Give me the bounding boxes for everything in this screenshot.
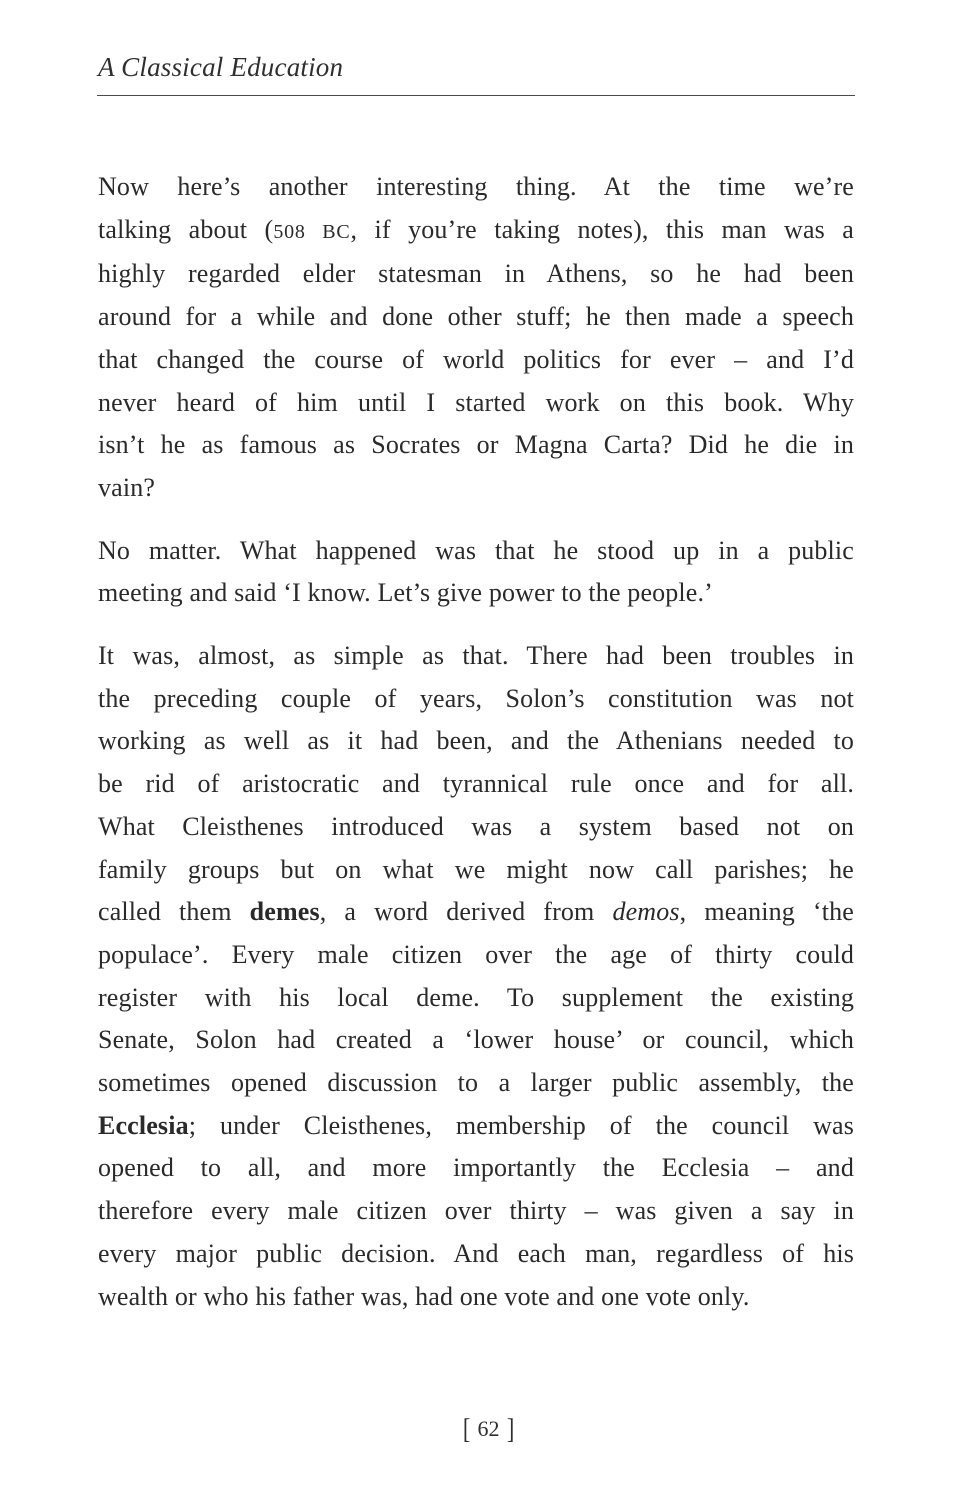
header-rule: [97, 95, 855, 96]
text-line: [98, 382, 854, 425]
text-run: be rid of aristocratic and tyrannical rule once and for all.: [98, 769, 854, 799]
paragraph: [98, 530, 854, 615]
page-number: 62: [477, 1416, 500, 1441]
text-run: , a word derived from: [319, 897, 613, 927]
text-run: working as well as it had been, and the Athenians needed to: [98, 726, 854, 756]
text-line: [98, 720, 854, 763]
text-line: [98, 296, 854, 339]
text-line: [98, 1019, 854, 1062]
text-run: every major public decision. And each man, regardless of his: [98, 1238, 854, 1268]
text-run: meeting and said ‘I know. Let’s give power to the people.’: [98, 578, 713, 608]
running-header: A Classical Education: [98, 52, 344, 82]
paragraph: [98, 635, 854, 1318]
text-run: No matter. What happened was that he stood up in a public: [98, 535, 854, 565]
text-line: [98, 891, 854, 934]
page-number-footer: [0, 1414, 977, 1446]
bold-term: Ecclesia: [98, 1110, 189, 1140]
text-run: isn’t he as famous as Socrates or Magna Carta? Did he die in: [98, 430, 854, 460]
text-run: register with his local deme. To supplement the existing: [98, 982, 854, 1012]
text-run: talking about (: [98, 214, 274, 244]
small-caps-date: 508 BC: [273, 220, 351, 243]
text-line: [98, 1147, 854, 1190]
text-run: Now here’s another interesting thing. At the time we’re: [98, 172, 854, 201]
text-line: [98, 1276, 854, 1319]
text-run: , meaning ‘the: [679, 897, 854, 927]
italic-term: demos: [612, 897, 680, 927]
text-line: [98, 806, 854, 849]
text-run: that changed the course of world politics for ever – and I’d: [98, 344, 854, 374]
text-run: wealth or who his father was, had one vote and one vote only.: [98, 1281, 750, 1311]
text-line: [98, 934, 854, 977]
text-line: [98, 467, 854, 510]
text-run: never heard of him until I started work on this book. Why: [98, 387, 854, 417]
bold-term: demes: [249, 897, 320, 927]
folio-bracket-right: ]: [506, 1414, 514, 1445]
text-run: Senate, Solon had created a ‘lower house’ or council, which: [98, 1025, 854, 1055]
text-run: populace’. Every male citizen over the age of thirty could: [98, 939, 854, 969]
text-line: [98, 530, 854, 573]
text-run: opened to all, and more importantly the Ecclesia – and: [98, 1153, 854, 1183]
text-line: [98, 1062, 854, 1105]
text-line: [98, 572, 854, 615]
paragraph: [98, 166, 854, 510]
text-run: sometimes opened discussion to a larger public assembly, the: [98, 1068, 854, 1098]
body-text: [98, 166, 854, 1338]
text-line: [98, 849, 854, 892]
text-line: [98, 424, 854, 467]
text-run: It was, almost, as simple as that. There had been troubles in: [98, 641, 854, 671]
text-line: [98, 1105, 854, 1148]
text-run: family groups but on what we might now call parishes; he: [98, 854, 854, 884]
text-run: ; under Cleisthenes, membership of the council was: [188, 1110, 854, 1140]
text-run: the preceding couple of years, Solon’s constitution was not: [98, 683, 854, 713]
text-run: highly regarded elder statesman in Athens, so he had been: [98, 259, 854, 289]
text-line: [98, 209, 854, 254]
text-run: vain?: [98, 472, 156, 502]
text-line: [98, 678, 854, 721]
text-run: What Cleisthenes introduced was a system based not on: [98, 811, 854, 841]
text-line: [98, 166, 854, 209]
text-line: [98, 253, 854, 296]
text-line: [98, 1233, 854, 1276]
text-line: [98, 339, 854, 382]
text-run: , if you’re taking notes), this man was a: [350, 214, 854, 244]
folio-bracket-left: [: [463, 1414, 471, 1445]
text-line: [98, 763, 854, 806]
text-line: [98, 1190, 854, 1233]
text-run: therefore every male citizen over thirty – was given a say in: [98, 1196, 854, 1226]
text-run: called them: [98, 897, 250, 927]
text-run: around for a while and done other stuff; he then made a speech: [98, 302, 854, 332]
text-line: [98, 635, 854, 678]
text-line: [98, 977, 854, 1020]
